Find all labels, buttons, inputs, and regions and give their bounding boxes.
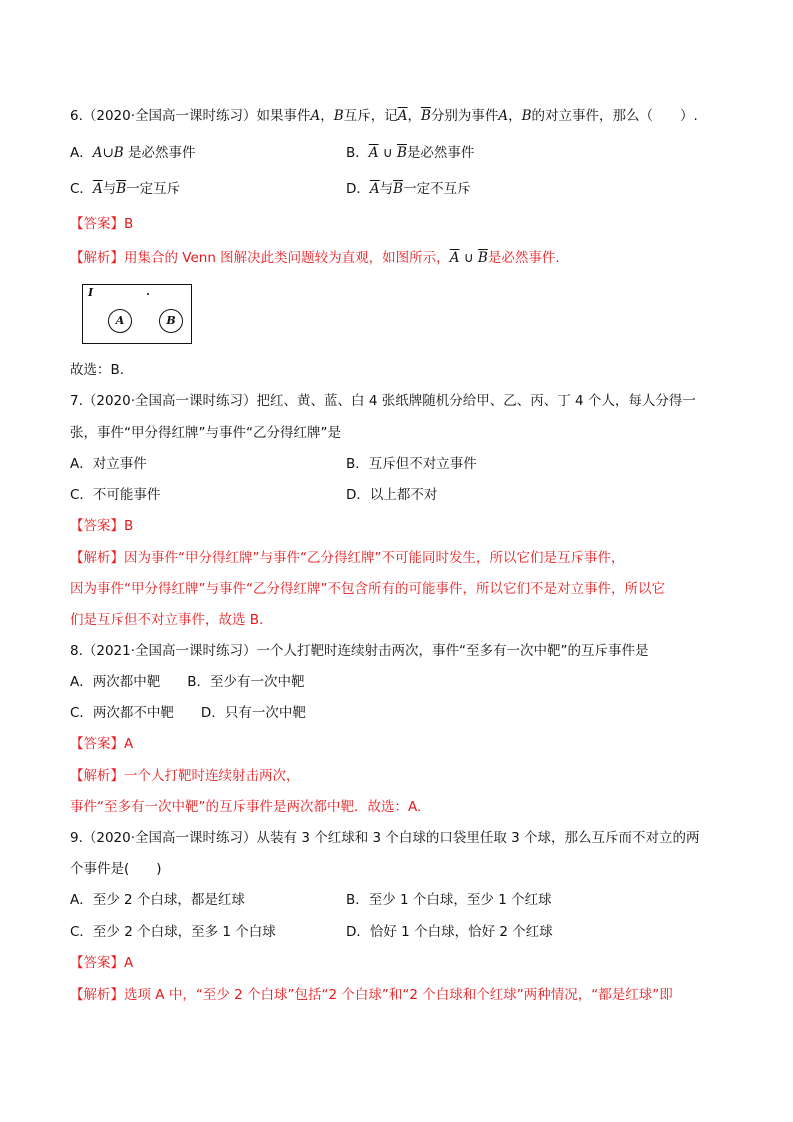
q7-option-a: A．对立事件 (70, 456, 147, 472)
q8-stem: 8.（2021·全国高一课时练习）一个人打靶时连续射击两次，事件“至多有一次中靶”的互斥事件是 (70, 643, 649, 659)
q9-answer: 【答案】A (70, 955, 134, 971)
q6-option-d: D．$\overline{A}$与$\overline{B}$一定不互斥 (346, 181, 471, 197)
q7-answer: 【答案】B (70, 518, 134, 534)
venn-universe-label: I (88, 286, 94, 299)
q8-options-ab: A．两次都中靶 B．至少有一次中靶 (70, 674, 305, 690)
q9-option-b: B．至少 1 个白球，至少 1 个红球 (346, 892, 552, 908)
q9-analysis: 【解析】选项 A 中，“至少 2 个白球”包括“2 个白球”和“2 个白球和个红球”两种情况，“都是红球”即 (70, 987, 673, 1003)
answer-tag: 【答案】 (70, 216, 124, 232)
q7-option-c: C．不可能事件 (70, 487, 161, 503)
q6-analysis: 【解析】用集合的 Venn 图解决此类问题较为直观，如图所示，$\overline{A}$ ∪ $\overline{B}$是必然事件. (70, 250, 560, 266)
q9-option-d: D．恰好 1 个白球，恰好 2 个红球 (346, 924, 553, 940)
venn-diagram (82, 284, 192, 344)
q7-stem-line2: 张，事件“甲分得红牌”与事件“乙分得红牌”是 (70, 425, 341, 441)
q9-stem-line1: 9.（2020·全国高一课时练习）从装有 3 个红球和 3 个白球的口袋里任取 3 个球，那么互斥而不对立的两 (70, 830, 700, 846)
q8-analysis-line2: 事件“至多有一次中靶”的互斥事件是两次都中靶．故选：A. (70, 799, 422, 815)
q9-option-a: A．至少 2 个白球，都是红球 (70, 892, 245, 908)
q6-option-c: C．$\overline{A}$与$\overline{B}$一定互斥 (70, 181, 181, 197)
q7-analysis-line2: 因为事件“甲分得红牌”与事件“乙分得红牌”不包含所有的可能事件，所以它们不是对立事件，所以它 (70, 581, 665, 597)
q6-choice: 故选：B. (70, 362, 125, 378)
q8-answer: 【答案】A (70, 736, 134, 752)
venn-circle-b: B (159, 309, 183, 333)
venn-circle-a: A (108, 309, 132, 333)
q8-analysis-line1: 【解析】一个人打靶时连续射击两次， (70, 768, 300, 784)
q9-option-c: C．至少 2 个白球，至多 1 个白球 (70, 924, 276, 940)
q7-analysis-line1: 【解析】因为事件“甲分得红牌”与事件“乙分得红牌”不可能同时发生，所以它们是互斥事件， (70, 550, 625, 566)
q6-answer (70, 214, 133, 234)
venn-dot (147, 293, 149, 295)
q6-stem: 6.（2020·全国高一课时练习）如果事件A，B互斥，记$\overline{A}$，$\overline{B}$分别为事件A，B的对立事件，那么（ ）. (70, 108, 698, 124)
q7-analysis-line3: 们是互斥但不对立事件，故选 B. (70, 612, 264, 628)
q7-option-b: B．互斥但不对立事件 (346, 456, 477, 472)
answer-value: B (124, 216, 134, 232)
q8-options-cd: C．两次都不中靶 D．只有一次中靶 (70, 705, 306, 721)
q7-stem-line1: 7.（2020·全国高一课时练习）把红、黄、蓝、白 4 张纸牌随机分给甲、乙、丙、丁 4 个人，每人分得一 (70, 393, 696, 409)
q9-stem-line2: 个事件是( ) (70, 861, 162, 877)
q7-option-d: D．以上都不对 (346, 487, 438, 503)
q6-option-b: B．$\overline{A}$ ∪ $\overline{B}$是必然事件 (346, 145, 475, 161)
q6-option-a: A．A∪B 是必然事件 (70, 145, 196, 161)
